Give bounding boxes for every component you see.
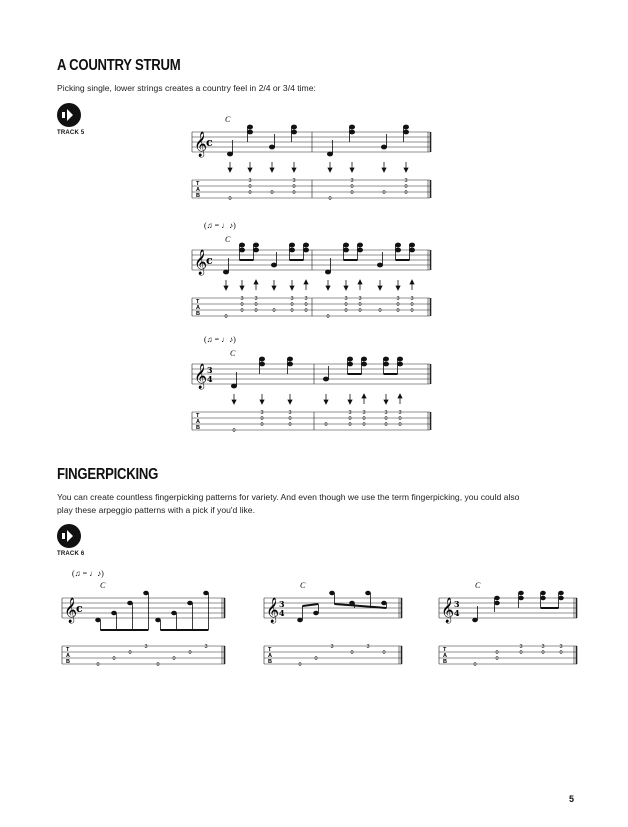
svg-text:3: 3 bbox=[404, 178, 408, 184]
track-label: TRACK 5 bbox=[57, 130, 85, 136]
swing-marking: (♫ = ♩♪) bbox=[72, 569, 104, 578]
notation-system-3 bbox=[190, 332, 440, 442]
svg-text:0: 0 bbox=[362, 416, 366, 422]
svg-text:3: 3 bbox=[330, 644, 334, 650]
svg-text:B: B bbox=[66, 659, 70, 665]
svg-text:0: 0 bbox=[495, 656, 499, 662]
svg-text:0: 0 bbox=[495, 650, 499, 656]
svg-text:0: 0 bbox=[248, 184, 252, 190]
treble-clef-icon: 𝄞 bbox=[64, 598, 78, 623]
svg-text:A: A bbox=[196, 419, 200, 425]
svg-text:c: c bbox=[206, 254, 213, 267]
svg-text:0: 0 bbox=[224, 314, 228, 320]
section-intro-text-line-2: play these arpeggio patterns with a pick if you'd like. bbox=[57, 505, 255, 515]
svg-text:3: 3 bbox=[344, 296, 348, 302]
svg-text:B: B bbox=[443, 659, 447, 665]
svg-text:0: 0 bbox=[156, 662, 160, 668]
svg-text:0: 0 bbox=[410, 302, 414, 308]
swing-marking: (♫ = ♩♪) bbox=[204, 221, 236, 230]
svg-text:T: T bbox=[196, 299, 200, 305]
svg-text:3: 3 bbox=[454, 599, 460, 609]
treble-clef-icon: 𝄞 bbox=[441, 598, 455, 623]
svg-text:3: 3 bbox=[288, 410, 292, 416]
svg-text:0: 0 bbox=[288, 416, 292, 422]
svg-text:0: 0 bbox=[398, 416, 402, 422]
svg-text:0: 0 bbox=[292, 184, 296, 190]
chord-symbol: C bbox=[300, 581, 306, 590]
svg-text:0: 0 bbox=[228, 196, 232, 202]
section-heading-fingerpicking: FINGERPICKING bbox=[57, 466, 159, 483]
svg-text:0: 0 bbox=[358, 302, 362, 308]
svg-text:0: 0 bbox=[382, 190, 386, 196]
svg-text:0: 0 bbox=[172, 656, 176, 662]
svg-text:0: 0 bbox=[290, 308, 294, 314]
chord-symbol: C bbox=[475, 581, 481, 590]
svg-text:0: 0 bbox=[344, 308, 348, 314]
svg-text:0: 0 bbox=[240, 308, 244, 314]
svg-text:0: 0 bbox=[378, 308, 382, 314]
section-intro-text-line-1: You can create countless fingerpicking patterns for variety. And even though we use the term fingerpicking, you could also bbox=[57, 492, 520, 502]
svg-text:0: 0 bbox=[128, 650, 132, 656]
chord-symbol: C bbox=[225, 235, 231, 244]
svg-text:3: 3 bbox=[350, 178, 354, 184]
chord-symbol: C bbox=[100, 581, 106, 590]
svg-text:0: 0 bbox=[328, 196, 332, 202]
svg-text:A: A bbox=[443, 653, 447, 659]
svg-text:0: 0 bbox=[384, 416, 388, 422]
svg-text:0: 0 bbox=[272, 308, 276, 314]
svg-text:3: 3 bbox=[559, 644, 563, 650]
svg-text:3: 3 bbox=[541, 644, 545, 650]
svg-text:0: 0 bbox=[188, 650, 192, 656]
svg-text:3: 3 bbox=[358, 296, 362, 302]
speaker-icon[interactable] bbox=[57, 524, 81, 548]
treble-clef-icon: 𝄞 bbox=[194, 250, 208, 275]
svg-text:3: 3 bbox=[384, 410, 388, 416]
fingerpicking-pattern-2 bbox=[262, 566, 407, 676]
svg-text:0: 0 bbox=[260, 416, 264, 422]
svg-text:0: 0 bbox=[344, 302, 348, 308]
svg-text:3: 3 bbox=[204, 644, 208, 650]
svg-text:T: T bbox=[443, 647, 447, 653]
svg-text:0: 0 bbox=[240, 302, 244, 308]
svg-text:0: 0 bbox=[248, 190, 252, 196]
fingerpicking-pattern-1 bbox=[60, 566, 230, 676]
svg-text:0: 0 bbox=[541, 650, 545, 656]
svg-text:B: B bbox=[196, 425, 200, 431]
section-intro-text: Picking single, lower strings creates a country feel in 2/4 or 3/4 time: bbox=[57, 83, 316, 93]
svg-text:0: 0 bbox=[350, 184, 354, 190]
svg-text:A: A bbox=[196, 305, 200, 311]
svg-text:0: 0 bbox=[292, 190, 296, 196]
svg-text:3: 3 bbox=[396, 296, 400, 302]
svg-text:B: B bbox=[268, 659, 272, 665]
svg-text:3: 3 bbox=[240, 296, 244, 302]
notation-system-2 bbox=[190, 218, 440, 328]
treble-clef-icon: 𝄞 bbox=[266, 598, 280, 623]
svg-text:0: 0 bbox=[348, 416, 352, 422]
svg-text:0: 0 bbox=[326, 314, 330, 320]
chord-symbol: C bbox=[230, 349, 236, 358]
svg-text:3: 3 bbox=[254, 296, 258, 302]
svg-text:3: 3 bbox=[292, 178, 296, 184]
svg-text:4: 4 bbox=[207, 374, 213, 384]
svg-text:3: 3 bbox=[279, 599, 285, 609]
svg-text:3: 3 bbox=[410, 296, 414, 302]
svg-text:3: 3 bbox=[362, 410, 366, 416]
svg-text:3: 3 bbox=[290, 296, 294, 302]
svg-text:T: T bbox=[196, 413, 200, 419]
svg-text:0: 0 bbox=[350, 190, 354, 196]
chord-symbol: C bbox=[225, 115, 231, 124]
track-5-audio[interactable] bbox=[57, 103, 97, 136]
svg-text:0: 0 bbox=[519, 650, 523, 656]
svg-text:B: B bbox=[196, 311, 200, 317]
svg-text:0: 0 bbox=[288, 422, 292, 428]
svg-text:0: 0 bbox=[410, 308, 414, 314]
svg-text:B: B bbox=[196, 193, 200, 199]
svg-text:0: 0 bbox=[314, 656, 318, 662]
svg-text:0: 0 bbox=[382, 650, 386, 656]
svg-text:0: 0 bbox=[362, 422, 366, 428]
svg-text:4: 4 bbox=[454, 608, 460, 618]
svg-text:0: 0 bbox=[254, 308, 258, 314]
svg-text:0: 0 bbox=[304, 308, 308, 314]
svg-text:3: 3 bbox=[248, 178, 252, 184]
svg-text:c: c bbox=[206, 136, 213, 149]
svg-text:0: 0 bbox=[112, 656, 116, 662]
svg-text:T: T bbox=[66, 647, 70, 653]
svg-text:0: 0 bbox=[290, 302, 294, 308]
section-heading-country-strum: A COUNTRY STRUM bbox=[57, 57, 181, 74]
svg-text:T: T bbox=[268, 647, 272, 653]
svg-text:A: A bbox=[196, 187, 200, 193]
svg-text:3: 3 bbox=[207, 365, 213, 375]
svg-text:0: 0 bbox=[254, 302, 258, 308]
svg-text:0: 0 bbox=[350, 650, 354, 656]
svg-text:0: 0 bbox=[298, 662, 302, 668]
svg-text:0: 0 bbox=[404, 184, 408, 190]
track-label: TRACK 6 bbox=[57, 551, 85, 557]
svg-text:0: 0 bbox=[324, 422, 328, 428]
svg-text:0: 0 bbox=[358, 308, 362, 314]
speaker-icon[interactable] bbox=[57, 103, 81, 127]
svg-text:0: 0 bbox=[396, 302, 400, 308]
svg-text:0: 0 bbox=[348, 422, 352, 428]
svg-text:0: 0 bbox=[396, 308, 400, 314]
track-6-audio[interactable] bbox=[57, 524, 97, 557]
svg-text:3: 3 bbox=[398, 410, 402, 416]
svg-text:0: 0 bbox=[232, 428, 236, 434]
svg-text:0: 0 bbox=[559, 650, 563, 656]
svg-text:3: 3 bbox=[304, 296, 308, 302]
fingerpicking-pattern-3 bbox=[437, 566, 582, 676]
svg-text:0: 0 bbox=[270, 190, 274, 196]
svg-text:0: 0 bbox=[260, 422, 264, 428]
svg-text:3: 3 bbox=[348, 410, 352, 416]
svg-text:0: 0 bbox=[398, 422, 402, 428]
svg-text:3: 3 bbox=[260, 410, 264, 416]
svg-text:T: T bbox=[196, 181, 200, 187]
svg-text:3: 3 bbox=[519, 644, 523, 650]
svg-text:A: A bbox=[268, 653, 272, 659]
notation-system-1 bbox=[190, 110, 440, 210]
svg-text:0: 0 bbox=[404, 190, 408, 196]
svg-text:0: 0 bbox=[96, 662, 100, 668]
svg-text:4: 4 bbox=[279, 608, 285, 618]
svg-text:A: A bbox=[66, 653, 70, 659]
swing-marking: (♫ = ♩♪) bbox=[204, 335, 236, 344]
svg-text:0: 0 bbox=[384, 422, 388, 428]
svg-text:0: 0 bbox=[304, 302, 308, 308]
treble-clef-icon: 𝄞 bbox=[194, 132, 208, 157]
svg-text:0: 0 bbox=[473, 662, 477, 668]
treble-clef-icon: 𝄞 bbox=[194, 364, 208, 389]
svg-text:c: c bbox=[76, 602, 83, 615]
page-number: 5 bbox=[569, 794, 575, 804]
svg-text:3: 3 bbox=[144, 644, 148, 650]
svg-text:3: 3 bbox=[366, 644, 370, 650]
